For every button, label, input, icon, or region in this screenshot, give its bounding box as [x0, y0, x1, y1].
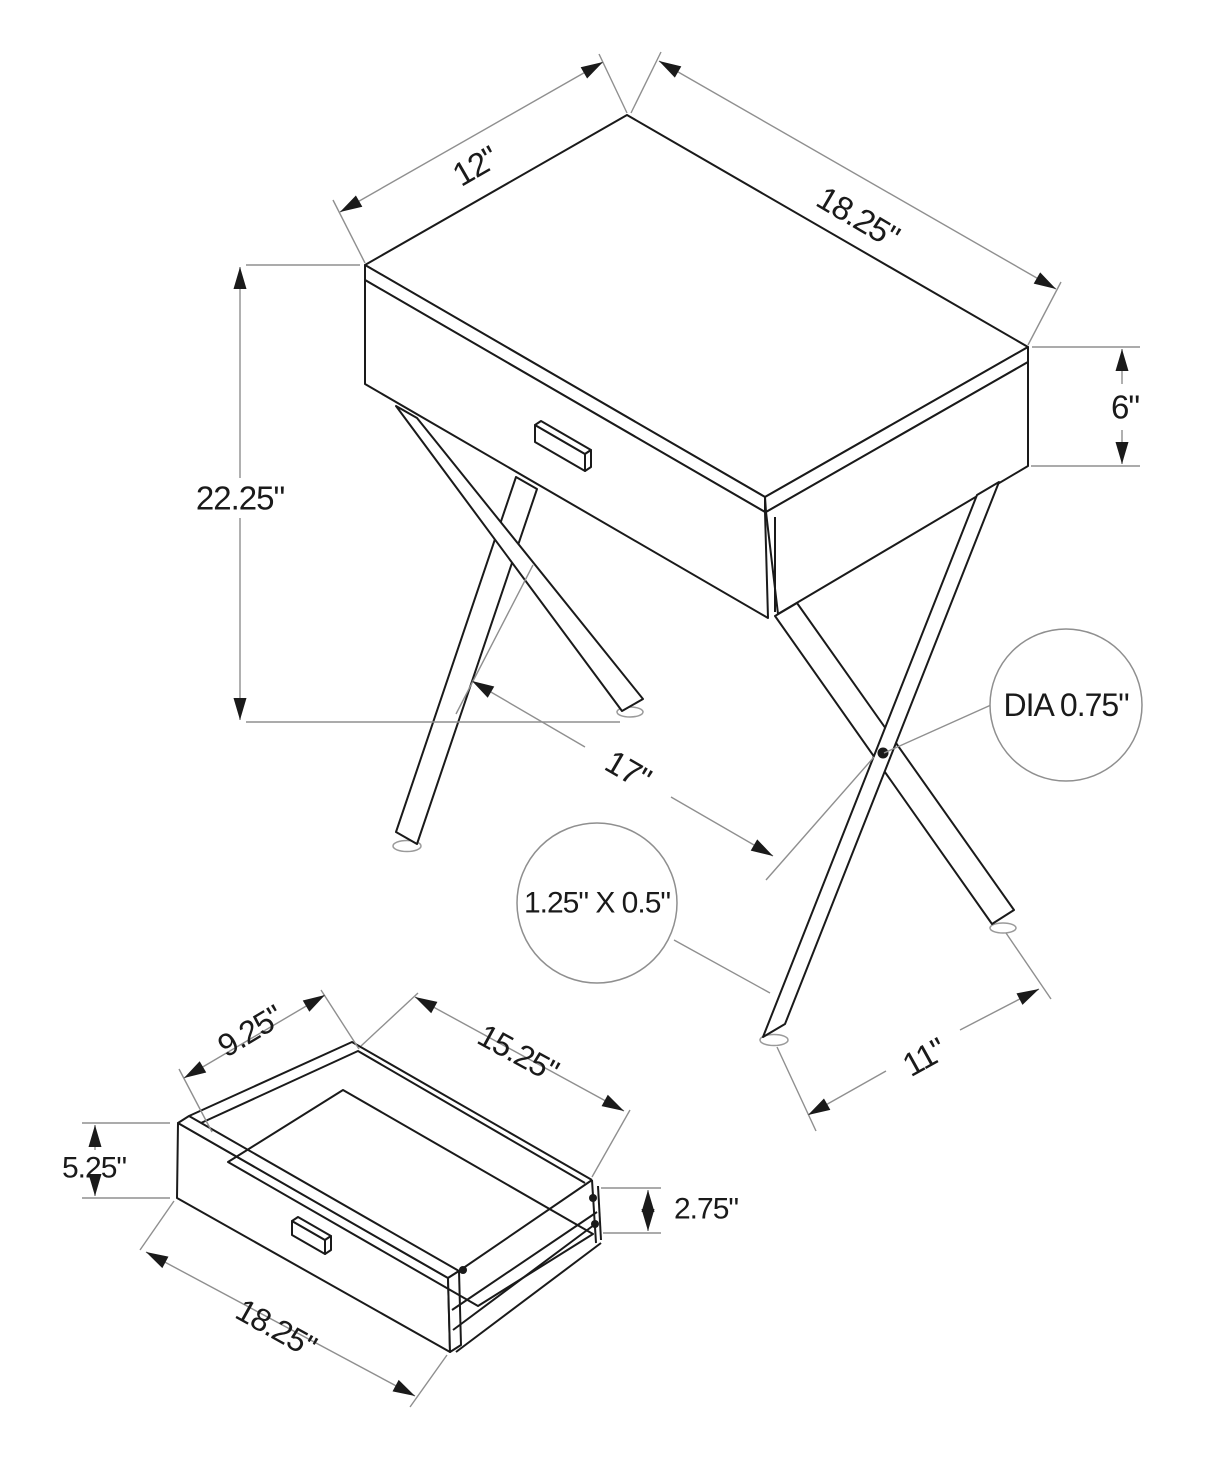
label-case-height: 6"	[1110, 388, 1140, 426]
dim-leg-span	[671, 797, 773, 856]
label-overall-height: 22.25"	[195, 479, 285, 517]
drawer-screw	[591, 1220, 599, 1228]
label-foot-depth: 11"	[896, 1030, 952, 1084]
drawer-screw	[589, 1194, 597, 1202]
drawer-right-wall-top	[459, 1180, 592, 1271]
drawer-handle-end	[325, 1236, 331, 1254]
label-leg-tube-dia: DIA 0.75"	[1003, 687, 1129, 723]
label-drawer-front-height: 5.25"	[61, 1151, 127, 1185]
label-leg-bar-section: 1.25" X 0.5"	[523, 886, 671, 920]
bar-section-leader-line	[674, 940, 770, 993]
drawer-panel-end	[448, 1271, 461, 1352]
label-drawer-side-height: 2.75"	[673, 1192, 739, 1226]
drawer-rail-end-edge	[598, 1186, 601, 1240]
drawer-handle-end	[585, 450, 591, 471]
dim-leg-span	[472, 681, 585, 747]
cross-bolt	[878, 748, 889, 759]
label-top-width: 18.25"	[810, 178, 906, 256]
label-drawer-front-width: 18.25"	[229, 1291, 323, 1365]
drawer-screw	[459, 1266, 467, 1274]
leg-bar	[775, 603, 1014, 924]
foot-pad	[990, 923, 1016, 933]
drawer-rail	[453, 1222, 598, 1330]
dim-foot-depth	[808, 1071, 886, 1115]
label-drawer-depth: 9.25"	[211, 997, 289, 1065]
dim-foot-depth	[960, 989, 1039, 1030]
label-leg-span: 17"	[599, 742, 657, 798]
label-top-depth: 12"	[446, 138, 504, 194]
label-drawer-inner-width: 15.25"	[471, 1016, 565, 1090]
leg-bar	[396, 477, 537, 844]
